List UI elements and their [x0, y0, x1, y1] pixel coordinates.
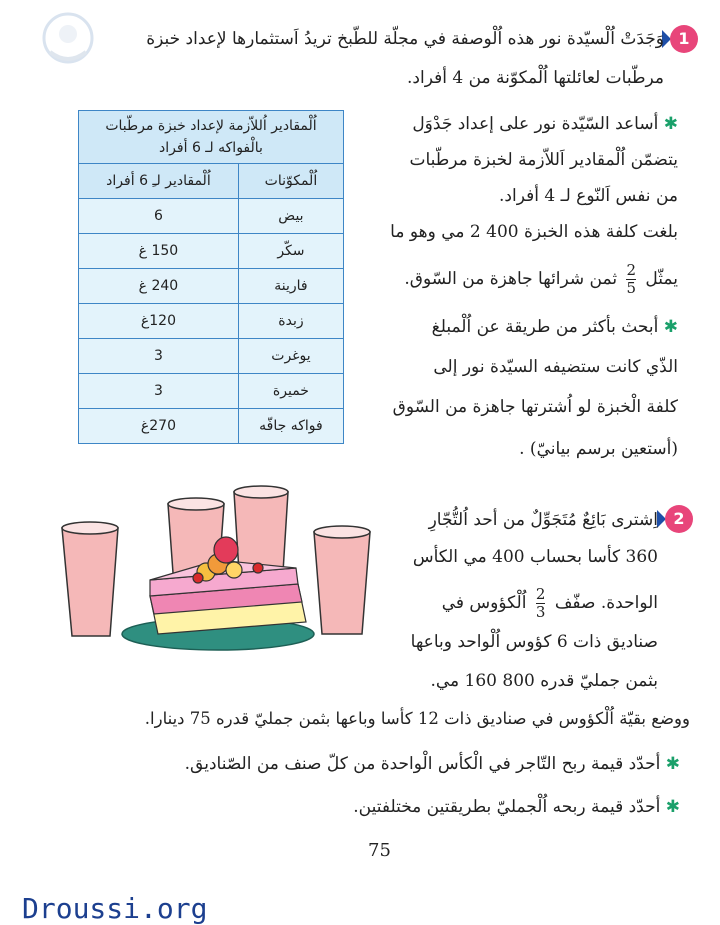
- exercise-2-line-2: 360 كأسا بحساب 400 مي الكأس: [412, 547, 658, 567]
- task-1-line-1: أساعد السّيّدة نور على إعداد جَدْوَل: [412, 114, 659, 134]
- exercise-2-task-1-text: أحدّد قيمة ربح التّاجر في الْكأس الْواحدة من كلّ صنف من الصّناديق.: [184, 754, 661, 774]
- quantity-cell: 3: [79, 374, 239, 409]
- exercise-1-task-2: [432, 315, 678, 339]
- ingredient-cell: فواكه جافّه: [238, 409, 343, 444]
- star-bullet-icon: ✱: [665, 754, 680, 774]
- table-caption: اُلْمقادير اُللاّزمة لإعداد خبزة مرطّبات بالْفواكه لـ 6 أفراد: [79, 111, 344, 164]
- cost-line-2: [404, 262, 678, 297]
- task-2-line-1: أبحث بأكثر من طريقة عن اُلْمبلغ: [431, 317, 659, 337]
- cost-line-1: بلغت كلفة هذه الخبزة 400 2 مي وهو ما: [390, 222, 678, 242]
- exercise-2-task-2: [353, 795, 680, 819]
- table-row: [79, 199, 344, 234]
- column-header-quantities: اُلْمقادير لـِ 6 أفراد: [79, 164, 239, 199]
- table-row: [79, 339, 344, 374]
- exercise-1-badge: 1: [670, 25, 698, 53]
- ingredient-cell: خميرة: [238, 374, 343, 409]
- quantity-cell: 240 غ: [79, 269, 239, 304]
- fraction-two-thirds: [536, 586, 546, 621]
- page-number: 75: [368, 840, 391, 861]
- cost-line-2-end: ثمن شرائها جاهزة من السّوق.: [404, 269, 618, 289]
- star-bullet-icon: ✱: [665, 797, 680, 817]
- table-row: [79, 304, 344, 339]
- table-row: [79, 409, 344, 444]
- exercise-2-line-6: ووضع بقيّة اُلْكؤوس في صناديق ذات 12 كأسا وباعها بثمن جمليّ قدره 75 دينارا.: [144, 709, 690, 728]
- fraction-denominator: 3: [535, 603, 546, 621]
- watermark-logo: [28, 8, 108, 68]
- exercise-2-line-4: صناديق ذات 6 كؤوس اُلْواحد وباعها: [410, 632, 658, 652]
- quantity-cell: 270غ: [79, 409, 239, 444]
- exercise-2-badge: 2: [665, 505, 693, 533]
- exercise-2-line-3: [442, 586, 658, 621]
- exercise-1-intro-line-2: مرطّبات لعائلتها اُلْمكوّنة من 4 أفراد.: [407, 68, 664, 88]
- exercise-2-line-3-start: الواحدة. صفّف: [554, 593, 658, 613]
- exercise-1-task-1: [412, 112, 678, 136]
- quantity-cell: 150 غ: [79, 234, 239, 269]
- task-1-line-2: يتضمّن اُلْمقادير اَللاّزمة لخبزة مرطّبات: [409, 150, 678, 170]
- quantity-cell: 3: [79, 339, 239, 374]
- exercise-2-line-5: بثمن جمليّ قدره 800 160 مي.: [430, 671, 658, 691]
- quantity-cell: 120غ: [79, 304, 239, 339]
- ingredient-cell: زبدة: [238, 304, 343, 339]
- task-2-line-2: الذّي كانت ستضيفه السيّدة نور إلى: [433, 357, 678, 377]
- task-1-line-3: من نفس اَلنّوع لـ 4 أفراد.: [499, 186, 678, 206]
- ingredient-cell: سكّر: [238, 234, 343, 269]
- column-header-ingredients: اُلْمكوّنات: [238, 164, 343, 199]
- exercise-1-intro-line-1: وَجَدَتْ اُلْسيّدة نور هذه اُلْوصفة في مجلّة للطّبخ تريدُ اَستثمارها لإعداد خبزة: [146, 29, 664, 49]
- exercise-2-line-3-end: اُلْكؤوس في: [441, 593, 527, 613]
- fraction-numerator: 2: [535, 585, 546, 603]
- table-row: [79, 234, 344, 269]
- ingredients-table: [78, 110, 344, 444]
- fraction-numerator: 2: [626, 261, 637, 279]
- quantity-cell: 6: [79, 199, 239, 234]
- table-row: [79, 269, 344, 304]
- ingredient-cell: فارينة: [238, 269, 343, 304]
- site-brand: Droussi.org: [22, 892, 208, 925]
- ingredient-cell: يوغرت: [238, 339, 343, 374]
- exercise-2-line-1: اِشترى بَائِعٌ مُتَجَوِّلٌ من أحد اُلتُّجّارِ: [428, 510, 658, 530]
- fraction-two-fifths: [626, 262, 636, 297]
- cups-and-cake-illustration: [58, 484, 378, 654]
- exercise-2-task-2-text: أحدّد قيمة ربحه اُلْجمليّ بطريقتين مختلفتين.: [353, 797, 661, 817]
- star-bullet-icon: ✱: [663, 317, 678, 337]
- exercise-2-task-1: [185, 752, 680, 776]
- cost-line-2-start: يمثّل: [645, 269, 678, 289]
- star-bullet-icon: ✱: [663, 114, 678, 134]
- ingredient-cell: بيض: [238, 199, 343, 234]
- task-2-line-4: (أستعين برسم بيانيّ) .: [519, 439, 678, 459]
- task-2-line-3: كلفة الْخبزة لو اُشترتها جاهزة من السّوق: [392, 397, 678, 417]
- table-row: [79, 374, 344, 409]
- fraction-denominator: 5: [626, 279, 637, 297]
